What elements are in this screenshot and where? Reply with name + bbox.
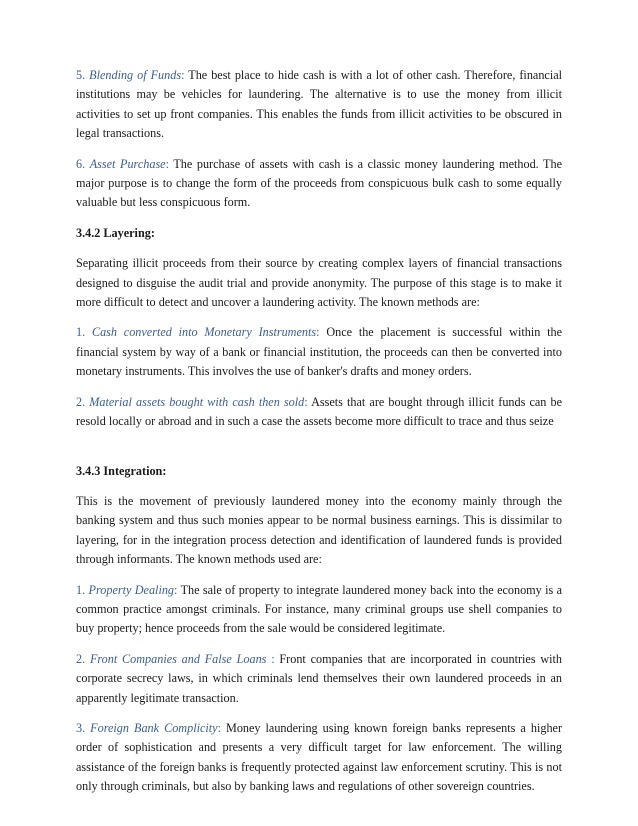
section-heading-integration: 3.4.3 Integration: <box>76 463 167 478</box>
paragraph-material-assets <box>76 393 562 432</box>
item-number: 2. <box>76 651 86 666</box>
item-term: Asset Purchase <box>89 156 166 171</box>
paragraph-foreign-bank <box>76 719 562 797</box>
item-text: The purchase of assets with cash is a classic money laundering method. The major purpose is to change the form of the proceeds from conspicuous bulk cash to some equally valuable but less conspicuous form. <box>76 156 563 210</box>
item-lead <box>76 325 320 339</box>
item-lead <box>76 652 275 666</box>
item-lead <box>76 721 221 735</box>
item-separator: : <box>266 651 275 666</box>
item-number: 1. <box>76 582 86 597</box>
item-term: Cash converted into Monetary Instruments <box>91 325 317 340</box>
item-number: 3. <box>76 720 86 735</box>
item-number: 1. <box>76 325 86 340</box>
item-term: Blending of Funds <box>89 68 182 82</box>
item-text: The sale of property to integrate laundered money back into the economy is a common practice amongst criminals. For instance, many criminal groups use shell companies to buy property; hence proceeds from the sale would be considered legitimate. <box>76 582 563 636</box>
item-text: Front companies that are incorporated in countries with corporate secrecy laws, in which criminals lend themselves their own laundered proceeds in an apparently legitimate transaction. <box>76 651 563 705</box>
document-page <box>76 66 562 808</box>
item-lead <box>76 157 169 171</box>
item-term: Material assets bought with cash then sold <box>89 394 305 409</box>
item-lead <box>76 583 177 597</box>
item-term: Foreign Bank Complicity <box>90 720 218 735</box>
item-number: 6. <box>76 156 86 171</box>
paragraph-layering-intro: Separating illicit proceeds from their source by creating complex layers of financial transactions designed to disguise the audit trial and provide anonymity. The purpose of this stage is to make it more difficult to detect and uncover a laundering activity. The known methods are: <box>76 256 562 310</box>
paragraph-blending-of-funds <box>76 66 562 144</box>
item-text: Once the placement is successful within the financial system by way of a bank or financial institution, the proceeds can then be converted into monetary instruments. This involves the use of banker's drafts and money orders. <box>76 325 563 379</box>
paragraph-asset-purchase <box>76 155 562 213</box>
item-separator: : <box>181 68 185 82</box>
item-separator: : <box>304 394 308 409</box>
section-heading-layering: 3.4.2 Layering: <box>76 225 155 240</box>
item-separator: : <box>217 720 221 735</box>
item-lead <box>76 68 184 82</box>
item-term: Front Companies and False Loans <box>89 651 267 666</box>
item-text: Money laundering using known foreign banks represents a higher order of sophistication and presents a very difficult target for law enforcement. The willing assistance of the foreign banks is frequently protected against law enforcement scrutiny. This is not only through criminals, but also by banking laws and regulations of other sovereign countries. <box>76 720 563 794</box>
paragraph-integration-intro: This is the movement of previously laundered money into the economy mainly through the banking system and thus such monies appear to be normal business earnings. This is dissimilar to layering, for in the integration process detection and identification of laundered funds is provided through informants. The known methods used are: <box>76 493 562 567</box>
item-number: 5. <box>76 68 86 82</box>
paragraph-cash-converted <box>76 323 562 381</box>
item-text: Assets that are bought through illicit funds can be resold locally or abroad and in such a case the assets become more difficult to trace and thus seize <box>76 394 562 429</box>
paragraph-property-dealing <box>76 581 562 639</box>
item-text: The best place to hide cash is with a lot of other cash. Therefore, financial institutions may be vehicles for laundering. The alternative is to use the money from illicit activities to set up front companies. This enables the funds from illicit activities to be obscured in legal transactions. <box>76 68 563 141</box>
item-term: Property Dealing <box>88 582 175 597</box>
item-separator: : <box>174 582 178 597</box>
item-number: 2. <box>76 394 86 409</box>
paragraph-front-companies <box>76 650 562 708</box>
item-lead <box>76 395 308 409</box>
item-separator: : <box>316 325 320 340</box>
item-separator: : <box>165 156 169 171</box>
